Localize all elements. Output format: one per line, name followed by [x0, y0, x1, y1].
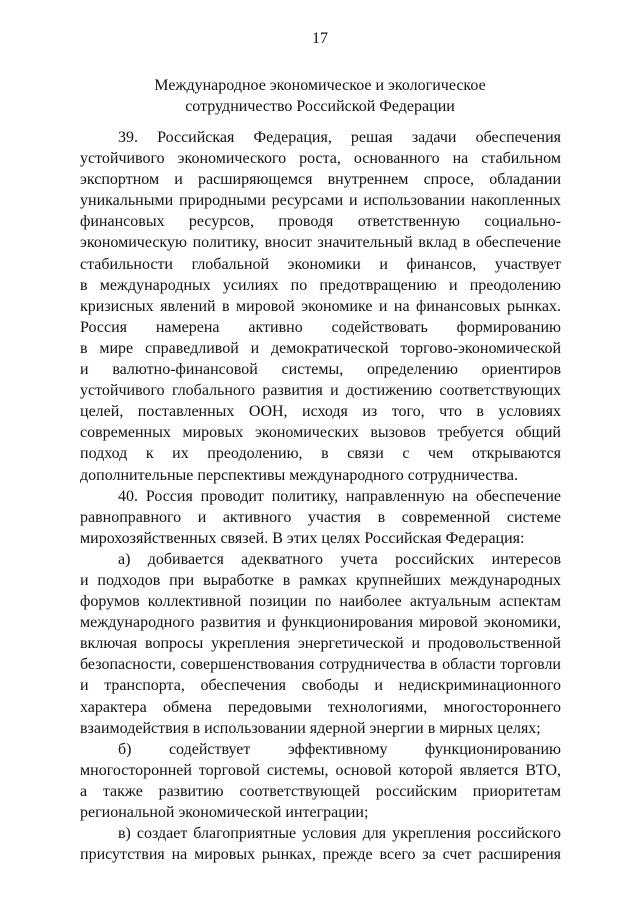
- paragraph-line: характера обмена передовыми технологиями, многостороннего: [80, 698, 561, 716]
- paragraph-line: безопасности, совершенствования сотрудничества в области торговли: [80, 656, 561, 674]
- paragraph-line: целей, поставленных ООН, исходя из того, что в условиях: [80, 403, 561, 421]
- paragraph-line: в) создает благоприятные условия для укрепления российского: [118, 825, 561, 843]
- paragraph-line: равноправного и активного участия в современной системе: [80, 508, 561, 526]
- paragraph-line: уникальными природными ресурсами и использовании накопленных: [80, 192, 561, 210]
- paragraph-line: 40. Россия проводит политику, направленную на обеспечение: [118, 487, 561, 505]
- paragraph-line: экономическую политику, вносит значительный вклад в обеспечение: [80, 234, 561, 252]
- page-number: 17: [312, 30, 328, 47]
- paragraph: [80, 486, 561, 549]
- section-heading-line-2: сотрудничество Российской Федерации: [185, 98, 455, 115]
- body-text: [80, 127, 561, 865]
- paragraph-line: устойчивого экономического роста, основанного на стабильном: [80, 150, 561, 168]
- paragraph-line: подход к их преодолению, в связи с чем открываются: [80, 445, 561, 463]
- paragraph-line: устойчивого глобального развития и достижению соответствующих: [80, 382, 561, 400]
- paragraph-line: стабильности глобальной экономики и финансов, участвует: [80, 255, 561, 273]
- paragraph-line: включая вопросы укрепления энергетической и продовольственной: [80, 635, 561, 653]
- paragraph-line: 39. Российская Федерация, решая задачи обеспечения: [118, 129, 561, 146]
- paragraph-line: мирохозяйственных связей. В этих целях Российская Федерация:: [80, 529, 525, 547]
- section-heading-line-1: Международное экономическое и экологическое: [154, 77, 486, 94]
- paragraph-line: а также развитию соответствующей российским приоритетам: [80, 782, 561, 800]
- paragraph-line: форумов коллективной позиции по наиболее актуальным аспектам: [80, 593, 561, 611]
- paragraph-line: дополнительные перспективы международного сотрудничества.: [80, 466, 518, 484]
- paragraph-line: и транспорта, обеспечения свободы и недискриминационного: [80, 677, 561, 695]
- paragraph-line: кризисных явлений в мировой экономике и на финансовых рынках.: [80, 297, 561, 315]
- paragraph-line: присутствия на мировых рынках, прежде всего за счет расширения: [80, 846, 561, 864]
- paragraph-line: финансовых ресурсов, проводя ответственную социально-: [80, 213, 561, 231]
- paragraph-line: в международных усилиях по предотвращению и преодолению: [80, 276, 561, 294]
- paragraph-line: международного развития и функционирования мировой экономики,: [80, 614, 561, 632]
- paragraph-line: а) добивается адекватного учета российских интересов: [118, 550, 561, 568]
- paragraph: [80, 549, 561, 739]
- paragraph: [80, 127, 561, 486]
- paragraph-line: Россия намерена активно содействовать формированию: [80, 318, 561, 336]
- paragraph: [80, 739, 561, 823]
- paragraph-line: взаимодействия в использовании ядерной энергии в мирных целях;: [80, 719, 541, 737]
- section-heading: [80, 75, 560, 117]
- paragraph-line: в мире справедливой и демократической торгово-экономической: [80, 339, 561, 357]
- paragraph: [80, 823, 561, 865]
- paragraph-line: и подходов при выработке в рамках крупнейших международных: [80, 571, 561, 589]
- paragraph-line: современных мировых экономических вызовов требуется общий: [80, 424, 561, 442]
- paragraph-line: б) содействует эффективному функционированию: [118, 740, 561, 758]
- paragraph-line: и валютно-финансовой системы, определению ориентиров: [80, 361, 561, 379]
- paragraph-line: многосторонней торговой системы, основой которой является ВТО,: [80, 761, 561, 779]
- paragraph-line: региональной экономической интеграции;: [80, 804, 369, 821]
- paragraph-line: экспортном и расширяющемся внутреннем спросе, обладании: [80, 171, 561, 189]
